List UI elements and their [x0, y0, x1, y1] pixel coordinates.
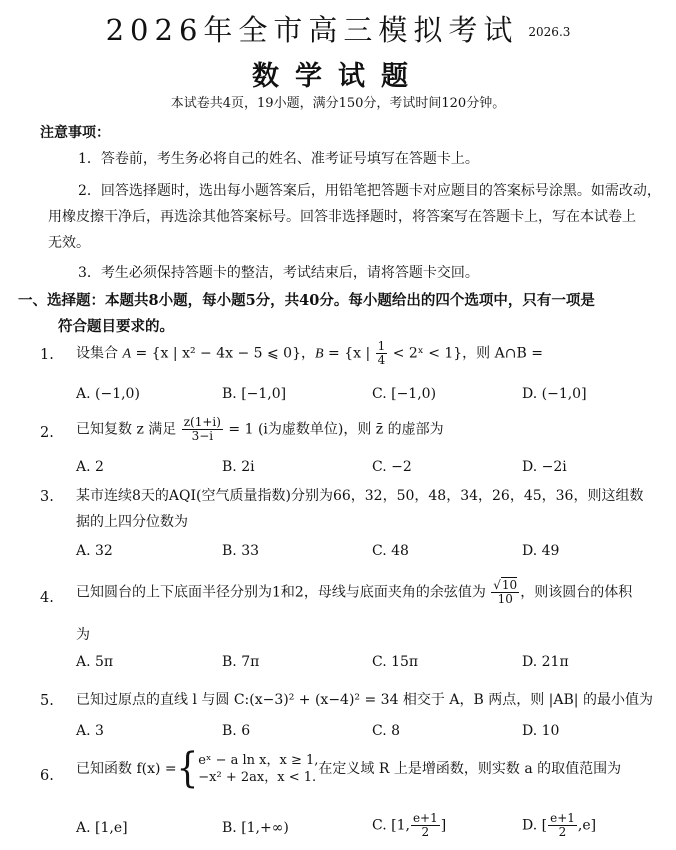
- optc-frac-num: e+1: [412, 811, 438, 825]
- exam-title-text: 2026年全市高三模拟考试: [105, 13, 519, 47]
- exam-date: 2026.3: [528, 25, 571, 39]
- notice-item-2-line3: 无效。: [48, 235, 90, 251]
- question-1-stem: [76, 340, 543, 368]
- option-d: D. −2i: [522, 459, 567, 475]
- optd-fraction: [548, 812, 577, 839]
- optd-frac-num: e+1: [550, 811, 575, 825]
- notice-item-3: 3．考生必须保持答题卡的整洁，考试结束后，请将答题卡交回。: [78, 265, 479, 281]
- q2-text-a: 已知复数 z 满足: [76, 421, 181, 438]
- option-a: A. 2: [76, 459, 104, 475]
- notice-item-1: 1．答卷前，考生务必将自己的姓名、准考证号填写在答题卡上。: [78, 151, 479, 167]
- question-4-line2: 为: [76, 627, 90, 643]
- optd-pre: D. [: [522, 817, 548, 834]
- q1-text-e: = {x |: [323, 345, 375, 362]
- option-c: C. 8: [372, 723, 401, 739]
- option-b: B. 2i: [222, 459, 255, 475]
- optd-frac-den: 2: [558, 825, 567, 840]
- q6-text-a: 已知函数 f(x) =: [76, 761, 177, 777]
- q1-fraction: [376, 340, 388, 367]
- option-d: [522, 812, 596, 839]
- optd-post: ,e]: [577, 817, 597, 834]
- question-3-line1: 某市连续8天的AQI(空气质量指数)分别为66，32，50，48，34，26，45，36，则这组数: [76, 488, 644, 504]
- option-c: C. [−1,0): [372, 386, 437, 402]
- question-4-options: [0, 654, 676, 674]
- option-a: A. 32: [76, 543, 113, 559]
- option-a: A. (−1,0): [76, 386, 140, 402]
- q4-frac-num: √10: [493, 578, 518, 592]
- question-4-stem: [76, 579, 632, 606]
- brace-symbol: {: [176, 745, 199, 793]
- optc-fraction: [411, 812, 440, 839]
- q4-fraction: [491, 579, 519, 606]
- question-5-options: [0, 723, 676, 743]
- q2-text-b: = 1 (i为虚数单位)，则 z̄ 的虚部为: [223, 421, 444, 438]
- option-d: D. 49: [522, 543, 560, 559]
- optc-pre: C. [1,: [372, 817, 410, 834]
- option-c: C. 15π: [372, 654, 419, 670]
- exam-title: [0, 8, 676, 49]
- option-b: B. 7π: [222, 654, 260, 670]
- subject-title: 数学试题: [252, 61, 424, 92]
- q1-text-a: 设集合: [76, 345, 123, 362]
- option-b: B. [1,+∞): [222, 820, 289, 836]
- question-5-stem: 已知过原点的直线 l 与圆 C:(x−3)² + (x−4)² = 34 相交于 A，B 两点，则 |AB| 的最小值为: [76, 692, 653, 708]
- q1-frac-num: 1: [377, 339, 386, 353]
- option-a: A. 5π: [76, 654, 114, 670]
- question-2-options: [0, 459, 676, 479]
- question-3-options: [0, 543, 676, 563]
- question-6-stem: [76, 745, 622, 793]
- q6-case-2: −x² + 2ax，x < 1.: [198, 770, 317, 785]
- question-6-options: [0, 812, 676, 846]
- question-1-options: [0, 386, 676, 406]
- option-c: C. −2: [372, 459, 412, 475]
- question-3-line2: 据的上四分位数为: [76, 514, 188, 530]
- option-b: B. 33: [222, 543, 260, 559]
- option-d: D. (−1,0]: [522, 386, 587, 402]
- question-number: 1.: [40, 347, 54, 363]
- exam-info: 本试卷共4页，19小题，满分150分，考试时间120分钟。: [170, 96, 506, 111]
- section-heading-line2: 符合题目要求的。: [58, 318, 174, 335]
- q6-piecewise: [198, 752, 318, 786]
- option-d: D. 10: [522, 723, 560, 739]
- option-d: D. 21π: [522, 654, 569, 670]
- q6-case-1: eˣ − a ln x，x ≥ 1,: [198, 753, 319, 768]
- question-number: 5.: [40, 693, 54, 709]
- notice-item-2-line1: 2．回答选择题时，选出每小题答案后，用铅笔把答题卡对应题目的答案标号涂黑。如需改动，: [78, 183, 661, 199]
- option-c: [372, 812, 446, 839]
- question-number: 3.: [40, 489, 54, 505]
- q1-frac-den: 4: [377, 353, 386, 368]
- q1-text-c: = {x | x² − 4x − 5 ⩽ 0}，: [131, 345, 315, 362]
- q2-frac-den: 3−i: [191, 429, 214, 444]
- question-number: 4.: [40, 590, 54, 606]
- q2-frac-num: z(1+i): [183, 415, 221, 429]
- q6-text-b: 在定义域 R 上是增函数，则实数 a 的取值范围为: [318, 761, 622, 777]
- option-b: B. [−1,0]: [222, 386, 287, 402]
- q4-frac-den: 10: [497, 592, 513, 607]
- question-2-stem: [76, 416, 444, 443]
- notice-item-2-line2: 用橡皮擦干净后，再选涂其他答案标号。回答非选择题时，将答案写在答题卡上，写在本试卷上: [48, 209, 636, 225]
- q2-fraction: [182, 416, 223, 443]
- question-number: 2.: [40, 425, 54, 441]
- optc-frac-den: 2: [421, 825, 430, 840]
- question-number: 6.: [40, 768, 54, 784]
- option-b: B. 6: [222, 723, 251, 739]
- option-a: A. [1,e]: [76, 820, 128, 836]
- option-a: A. 3: [76, 723, 104, 739]
- q1-set-a: A: [122, 346, 132, 362]
- notice-heading: 注意事项：: [40, 125, 110, 141]
- q4-text-a: 已知圆台的上下底面半径分别为1和2，母线与底面夹角的余弦值为: [76, 584, 491, 601]
- q4-sqrt-arg: 10: [501, 578, 518, 592]
- q4-text-b: ，则该圆台的体积: [520, 584, 633, 601]
- optc-post: ]: [440, 817, 447, 834]
- q1-set-b: B: [315, 346, 324, 362]
- section-heading-line1: 一、选择题：本题共8小题，每小题5分，共40分。每小题给出的四个选项中，只有一项是: [18, 292, 595, 309]
- section-heading: [18, 288, 658, 340]
- q1-text-f: < 2ˣ < 1}，则 A∩B =: [388, 345, 543, 362]
- option-c: C. 48: [372, 543, 409, 559]
